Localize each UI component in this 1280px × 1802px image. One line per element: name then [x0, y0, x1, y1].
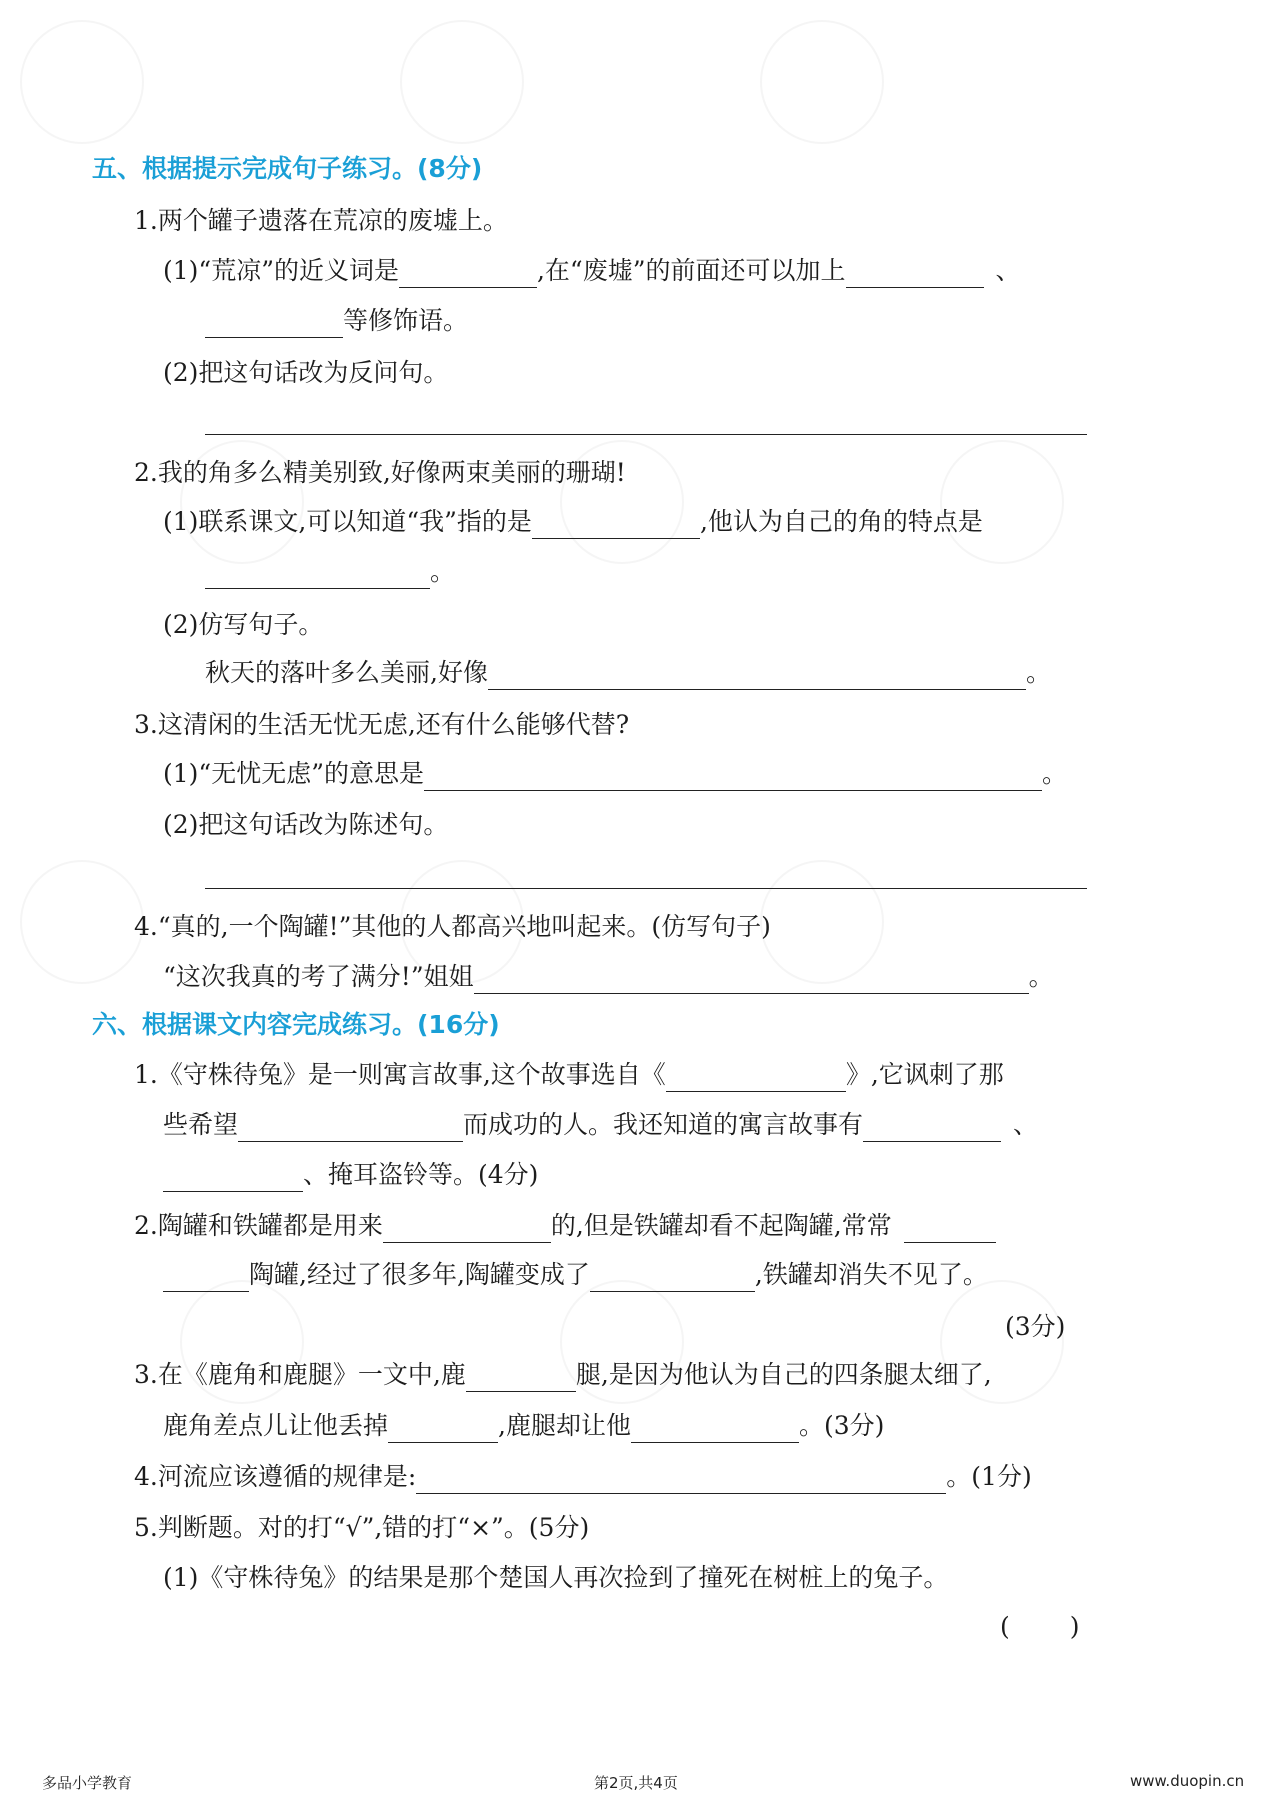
q5-3-a — [163, 757, 1067, 791]
answer-blank[interactable] — [631, 1416, 799, 1443]
q6-1-l1-prefix: 1.《守株待兔》是一则寓言故事,这个故事选自《 — [134, 1060, 666, 1089]
q5-1-b: (2)把这句话改为反问句。 — [163, 358, 449, 387]
q5-1-a — [163, 254, 1021, 288]
watermark-seal — [940, 440, 1064, 564]
q6-1-l2-prefix: 些希望 — [163, 1110, 239, 1139]
q5-1-a-tail: 等修饰语。 — [343, 306, 469, 335]
answer-blank[interactable] — [488, 663, 1026, 690]
q5-2-a-mid: ,他认为自己的角的特点是 — [699, 507, 983, 536]
q6-2-l1 — [134, 1209, 996, 1243]
answer-line[interactable] — [205, 434, 1087, 435]
q6-1-l3-end: 、掩耳盗铃等。(4分) — [303, 1160, 539, 1189]
answer-blank[interactable] — [666, 1065, 846, 1092]
q5-4-prefix: “这次我真的考了满分!”姐姐 — [163, 962, 474, 991]
page-number: 第2页,共4页 — [594, 1774, 678, 1792]
q5-2-stem: 2.我的角多么精美别致,好像两束美丽的珊瑚! — [134, 458, 626, 487]
q6-1-l2-mid: 而成功的人。我还知道的寓言故事有 — [463, 1110, 864, 1139]
q6-3-l2-end: 。(3分) — [798, 1411, 885, 1440]
q6-3-l2-prefix: 鹿角差点儿让他丢掉 — [163, 1411, 389, 1440]
section-5-title: 五、根据提示完成句子练习。(8分) — [92, 154, 483, 183]
answer-blank[interactable] — [424, 764, 1042, 791]
watermark-seal — [20, 20, 144, 144]
q6-5-stem: 5.判断题。对的打“√”,错的打“×”。(5分) — [134, 1513, 590, 1542]
q6-1-l2-end: 、 — [1013, 1110, 1039, 1139]
q6-5-item1-answer[interactable] — [1000, 1610, 1080, 1644]
q5-4-line — [163, 960, 1054, 994]
watermark-seal — [20, 860, 144, 984]
q5-1-a-end: 、 — [995, 256, 1021, 285]
answer-blank[interactable] — [474, 967, 1029, 994]
q5-1-a-prefix: (1)“荒凉”的近义词是 — [163, 256, 399, 285]
q5-2-b-end: 。 — [1025, 658, 1051, 687]
q5-2-b-prefix: 秋天的落叶多么美丽,好像 — [205, 658, 488, 687]
q6-3-l1-prefix: 3.在《鹿角和鹿腿》一文中,鹿 — [134, 1360, 466, 1389]
q6-3-l1-end: 腿,是因为他认为自己的四条腿太细了, — [575, 1360, 992, 1389]
q6-5-item1: (1)《守株待兔》的结果是那个楚国人再次捡到了撞死在树桩上的兔子。 — [163, 1563, 949, 1592]
q6-3-l1 — [134, 1358, 992, 1392]
footer-url: www.duopin.cn — [1130, 1772, 1245, 1790]
q5-3-a-end: 。 — [1041, 759, 1067, 788]
section-6-title: 六、根据课文内容完成练习。(16分) — [92, 1010, 500, 1039]
answer-blank[interactable] — [399, 261, 537, 288]
footer-left: 多品小学教育 — [42, 1774, 133, 1792]
q6-2-l2-end: ,铁罐却消失不见了。 — [754, 1260, 988, 1289]
watermark-seal — [400, 20, 524, 144]
q5-3-stem: 3.这清闲的生活无忧无虑,还有什么能够代替? — [134, 710, 630, 739]
q6-1-l1-end: 》,它讽刺了那 — [845, 1060, 1004, 1089]
paren-open: ( — [1000, 1612, 1010, 1641]
answer-blank[interactable] — [163, 1165, 303, 1192]
answer-blank[interactable] — [238, 1115, 463, 1142]
answer-blank[interactable] — [863, 1115, 1001, 1142]
q5-2-a-prefix: (1)联系课文,可以知道“我”指的是 — [163, 507, 532, 536]
paren-close: ) — [1069, 1612, 1080, 1641]
answer-blank[interactable] — [904, 1216, 996, 1243]
q6-4-end: 。(1分) — [946, 1462, 1032, 1491]
q6-1-l3 — [163, 1158, 538, 1192]
q5-2-b: (2)仿写句子。 — [163, 610, 324, 639]
q6-2-score: (3分) — [1005, 1312, 1066, 1341]
q5-2-a-cont — [205, 555, 455, 589]
q5-3-b: (2)把这句话改为陈述句。 — [163, 810, 449, 839]
q5-4-end: 。 — [1028, 962, 1054, 991]
q5-1-a-mid: ,在“废墟”的前面还可以加上 — [536, 256, 846, 285]
q5-2-a-end: 。 — [430, 557, 456, 586]
answer-blank[interactable] — [532, 512, 700, 539]
q6-2-l2 — [163, 1258, 988, 1292]
q6-2-l2-mid: 陶罐,经过了很多年,陶罐变成了 — [249, 1260, 590, 1289]
answer-blank[interactable] — [416, 1467, 946, 1494]
q6-4-prefix: 4.河流应该遵循的规律是: — [134, 1462, 417, 1491]
q6-1-l1 — [134, 1058, 1004, 1092]
q6-2-l1-mid: 的,但是铁罐却看不起陶罐,常常 — [550, 1211, 892, 1240]
answer-line[interactable] — [205, 888, 1087, 889]
q5-2-b-line — [205, 656, 1051, 690]
q5-1-a-cont — [205, 304, 468, 338]
q6-1-l2 — [163, 1108, 1038, 1142]
q5-1-stem: 1.两个罐子遗落在荒凉的废墟上。 — [134, 206, 508, 235]
q6-4-line — [134, 1460, 1032, 1494]
answer-blank[interactable] — [388, 1416, 498, 1443]
q6-3-l2-mid: ,鹿腿却让他 — [498, 1411, 631, 1440]
watermark-seal — [760, 20, 884, 144]
q6-3-l2 — [163, 1409, 884, 1443]
answer-blank[interactable] — [590, 1265, 755, 1292]
answer-blank[interactable] — [466, 1365, 576, 1392]
answer-blank[interactable] — [163, 1265, 249, 1292]
answer-blank[interactable] — [205, 562, 430, 589]
q5-2-a — [163, 505, 983, 539]
q5-3-a-prefix: (1)“无忧无虑”的意思是 — [163, 759, 424, 788]
answer-blank[interactable] — [846, 261, 984, 288]
answer-blank[interactable] — [383, 1216, 551, 1243]
q5-4-stem: 4.“真的,一个陶罐!”其他的人都高兴地叫起来。(仿写句子) — [134, 912, 771, 941]
q6-2-l1-prefix: 2.陶罐和铁罐都是用来 — [134, 1211, 383, 1240]
answer-blank[interactable] — [205, 311, 343, 338]
